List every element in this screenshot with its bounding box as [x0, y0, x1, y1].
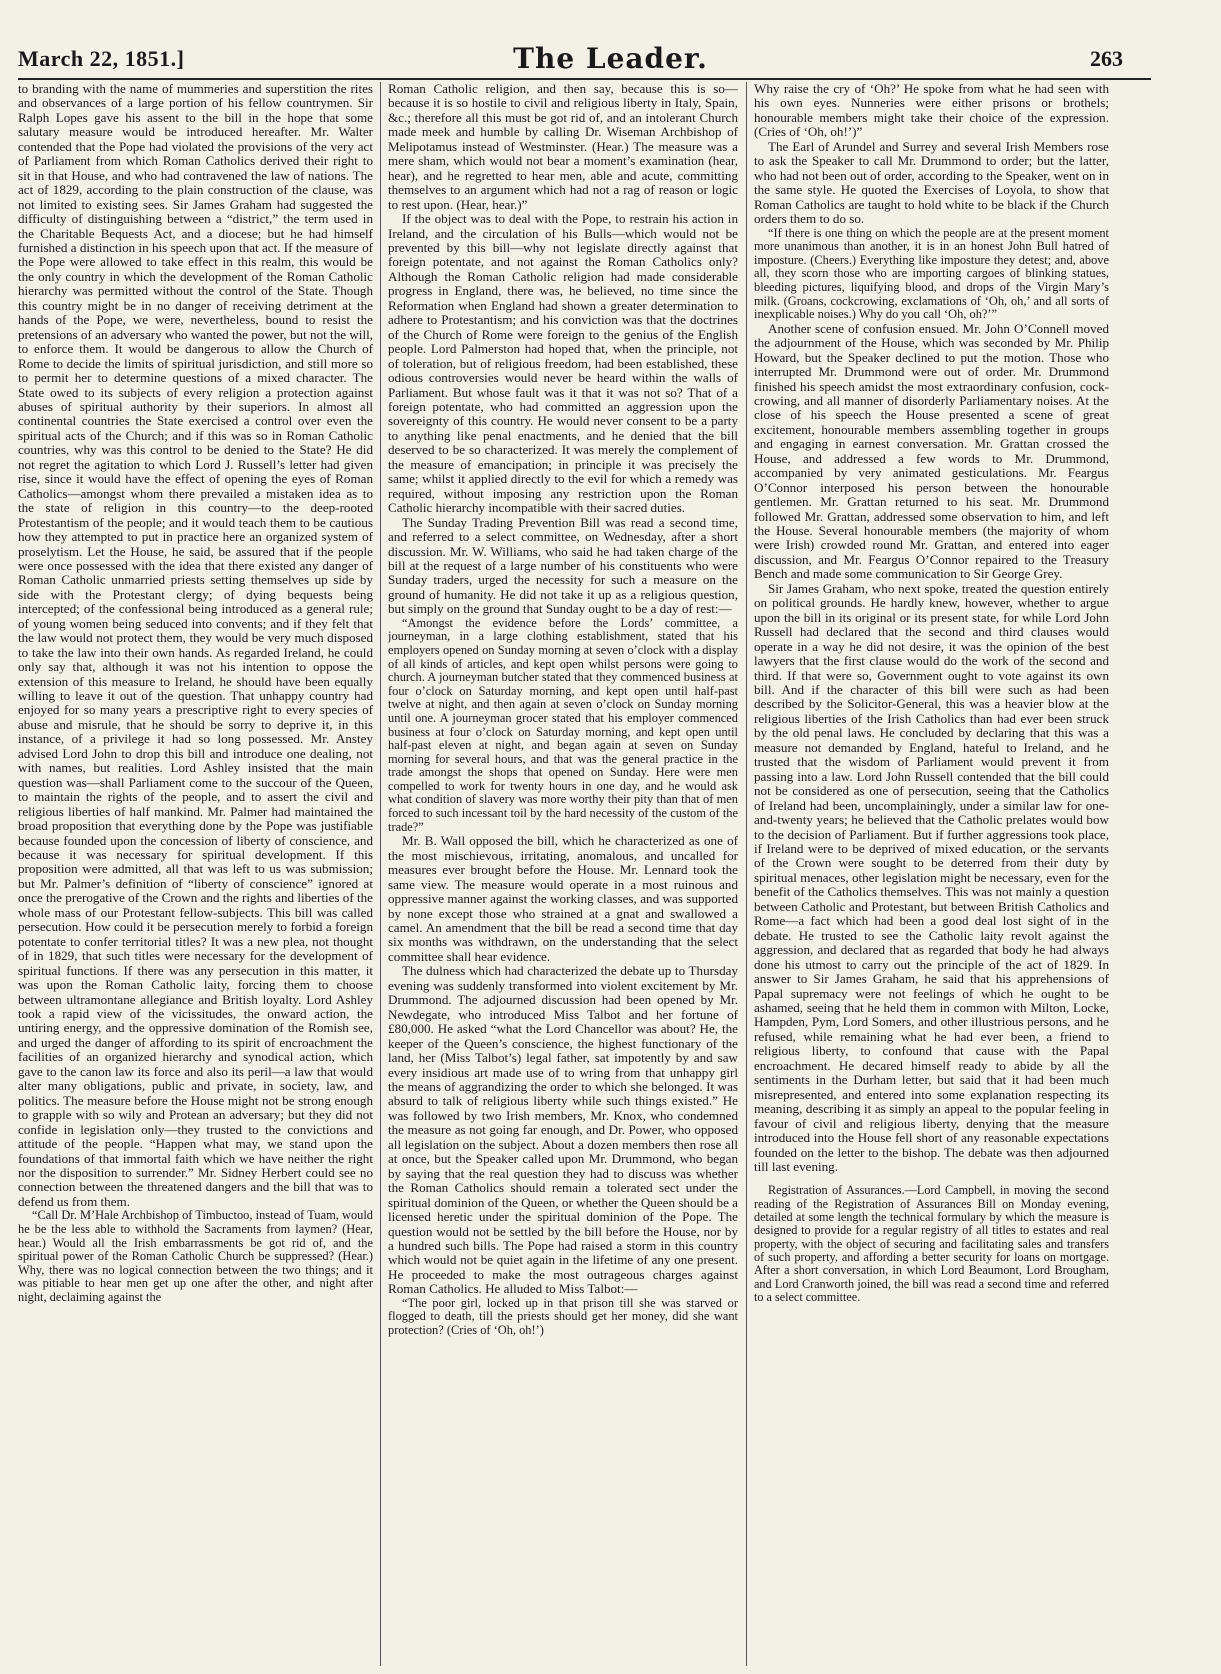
paragraph: Roman Catholic religion, and then say, because this is so—because it is so hostile to civil and religious liberty in Italy, Spain, &c.; therefore all this must be got rid of, and an intolerant Church made meek and humble by calling Dr. Wiseman Archbishop of Melipotamus instead of Westminster. (Hear.) The measure was a mere sham, which would not bear a moment’s examination (hear, hear), and he regretted to hear men, able and acute, committing themselves to an argument which had not a rag of reason or logic to rest upon. (Hear, hear.)” [388, 82, 738, 212]
paragraph: The Earl of Arundel and Surrey and several Irish Members rose to ask the Speaker to call Mr. Drummond to order; but the latter, who had not been out of order, according to the Speaker, went on in the same style. He quoted the Exercises of Loyola, to show that Roman Catholics are taught to hold white to be black if the Church orders them to do so. [754, 138, 1109, 227]
header-rule [18, 78, 1151, 80]
column-1 [18, 82, 373, 1674]
quoted-paragraph: “The poor girl, locked up in that prison till she was starved or flogged to death, till the priests should get her money, did she want protection? (Cries of ‘Oh, oh!’) [388, 1295, 738, 1337]
column-divider [380, 82, 381, 1666]
quoted-paragraph: “If there is one thing on which the people are at the present moment more unanimous than another, it is in an honest John Bull hatred of imposture. (Cheers.) Everything like imposture they detest; and, above all, they scorn those who are importing cargoes of blinking statues, bleeding pictures, liquifying blood, and drops of the Virgin Mary’s milk. (Groans, cockcrowing, exclamations of ‘Oh, oh,’ and all sorts of inexplicable noises.) Why do you call ‘Oh, oh?’” [754, 225, 1109, 322]
paragraph: If the object was to deal with the Pope, to restrain his action in Ireland, and the circulation of his Bulls—which would not be prevented by this bill—why not legislate directly against that foreign potentate, and not against the Roman Catholics only? Although the Roman Catholic religion had made considerable progress in England, there was, he believed, no time since the Reformation when England had shown a greater determination to adhere to Protestantism; and his conviction was that the doctrines of the Church of Rome were foreign to the genius of the English people. Lord Palmerston had hoped that, when the principle, not of toleration, but of religious freedom, had been established, these odious controversies would never be heard within the walls of Parliament. But whose fault was it that it was not so? That of a foreign potentate, who had committed an aggression upon the sovereignty of this country. He would never consent to be a party to anything like penal enactments, and he denied that the bill deserved to be so characterized. It was merely the complement of the measure of emancipation; in principle it was precisely the same; whilst it applied directly to the evil for which a remedy was required, without imposing any restriction upon the Roman Catholic hierarchy incompatible with their sacred duties. [388, 211, 738, 516]
paragraph: Another scene of confusion ensued. Mr. John O’Connell moved the adjournment of the House, which was seconded by Mr. Philip Howard, but the Speaker declined to put the motion. Those who interrupted Mr. Drummond were out of order. Mr. Drummond finished his speech amidst the most extraordinary confusion, cock-crowing, and all manner of disorderly Parliamentary noises. At the close of his speech the House presented a scene of great excitement, honourable members assembling together in groups and engaging in earnest conversation. Mr. Grattan crossed the House, and addressed a few words to Mr. Drummond, accompanied by very animated gesticulations. Mr. Feargus O’Connor interposed his person between the honourable gentlemen. Mr. Grattan returned to his seat. Mr. Drummond followed Mr. Grattan, addressed some observation to him, and left the House. Several honourable members (the majority of whom were Irish) crowded round Mr. Grattan, and entered into eager discussion, and Mr. Feargus O’Connor repaired to the Treasury Bench and made some communication to Sir George Grey. [754, 320, 1109, 582]
column-2 [388, 82, 738, 1674]
news-item-registration: Registration of Assurances.—Lord Campbell, in moving the second reading of the Registration of Assurances Bill on Monday evening, detailed at some length the technical formulary by which the measure is designed to provide for a regular registry of all titles to estates and real property, with the object of securing and facilitating sales and transfers of such property, and affording a better security for loans on mortgage. After a short conversation, in which Lord Beaumont, Lord Brougham, and Lord Cranworth joined, the bill was read a second time and referred to a select committee. [754, 1183, 1109, 1304]
paragraph: Mr. B. Wall opposed the bill, which he characterized as one of the most mischievous, irritating, anomalous, and uncalled for measures ever brought before the House. Mr. Lennard took the same view. The measure would operate in a most ruinous and oppressive manner against the working classes, and was supported by none except those who strained at a gnat and swallowed a camel. An amendment that the bill be read a second time that day six months was withdrawn, on the understanding that the select committee shall hear evidence. [388, 833, 738, 964]
paragraph: to branding with the name of mummeries and superstition the rites and observances of a large portion of his fellow countrymen. Sir Ralph Lopes gave his assent to the bill in the hope that some salutary measure would be introduced hereafter. Mr. Walter contended that the Pope had violated the provisions of the very act of Parliament from which Roman Catholics derived their right to sit in that House, and who had contravened the law of nations. The act of 1829, according to the plain construction of the clause, was not limited to existing sees. Sir James Graham had suggested the difficulty of distinguishing between a “district,” the term used in the Charitable Bequests Act, and a diocese; but he had himself furnished a distinction in his speech upon that act. If the measure of the Pope were allowed to take effect in this realm, this would be the only country in which the development of the Roman Catholic hierarchy was permitted without the control of the State. Though this country might be in no danger of receiving detriment at the hands of the Pope, we were, nevertheless, bound to resist the pretensions of an adversary who wanted the power, but not the will, to enforce them. It would be dangerous to allow the Church of Rome to decide the limits of spiritual jurisdiction, and still more so to permit her to determine questions of a mixed character. The State owed to its subjects of every religion a protection against abuses of spiritual authority by their superiors. In almost all continental countries the State exercised a control over even the spiritual acts of the Church; and if this was so in Roman Catholic countries, why was this control to be denied to the State? He did not regret the agitation to which Lord J. Russell’s letter had given rise, since it would have the effect of opening the eyes of Roman Catholics—amongst whom there prevailed a mistaken idea as to the state of religion in this country—to the deep-rooted Protestantism of the people; and it would teach them to be cautious how they attempted to put in practice here an organized system of proselytism. Let the House, he said, be assured that if the people were once possessed with the idea that there existed any danger of Roman Catholic unmarried priests setting themselves up side by side with the Protestant clergy; of dying bequests being intercepted; of the confessional being introduced as a general rule; of young women being seduced into convents; and if they felt that the law would not protect them, they would be very much disposed to take the law into their own hands. As regarded Ireland, he could only say that, although it was not his intention to oppose the extension of this measure to Ireland, he should have been equally willing to leave it out of the question. That unhappy country had enjoyed for so many years a prescriptive right to every species of abuse and misrule, that he should be sorry to deprive it, in this instance, of a privilege it had so long possessed. Mr. Anstey advised Lord John to drop this bill and introduce one dealing, not with names, but realities. Lord Ashley insisted that the main question was—shall Parliament come to the succour of the Queen, to maintain the rights of the people, and to assert the civil and religious liberties of half mankind. Mr. Palmer had maintained the broad proposition that everything done by the Pope was justifiable because founded upon the concession of liberty of conscience, and because it was necessary for spiritual development. If this proposition were admitted, all that was left to us was submission; but Mr. Palmer’s definition of “liberty of conscience” ignored at once the prerogative of the Crown and the rights and liberties of the whole mass of our Protestant fellow-subjects. This bill was called persecution. How could it be persecution merely to forbid a foreign potentate to confer territorial titles? It was a new plea, not thought of in 1829, that such titles were necessary for the development of spiritual functions. If there was any persecution in this matter, it was upon the Roman Catholic laity, forcing them to choose between ultramontane allegiance and British loyalty. Lord Ashley took a rapid view of the vicissitudes, the onward action, the untiring energy, and the oppressive domination of the Romish see, and urged the danger of affording to its spirit of encroachment the facilities of an organized hierarchy and synodical action, which gave to the canon law its force and also its peril—a law that would alter many obligations, public and private, in society, law, and politics. The measure before the House might not be strong enough to grapple with so wily and Protean an adversary; but they did not confide in legislation only—they trusted to the convictions and attitude of the people. “Happen what may, we stand upon the foundations of that immortal faith which we have neither the right nor the disposition to surrender.” Mr. Sidney Herbert could see no connection between the threatened dangers and the bill that was to defend us from them. [18, 82, 373, 1209]
page-header [18, 42, 1203, 76]
issue-date: March 22, 1851.] [18, 46, 185, 71]
page-number: 263 [1090, 46, 1123, 71]
masthead-title: The Leader. [513, 42, 708, 75]
paragraph: Sir James Graham, who next spoke, treated the question entirely on political grounds. He hardly knew, however, whether to argue upon the bill in its original or its present state, for while Lord John Russell had declared that the second and third clauses would operate in a way he did not desire, it was the opinion of the best lawyers that the first clause would do the work of the second and third. If that were so, Government ought to vote against its own bill. And if the character of this bill were such as had been described by the Solicitor-General, this was a heavier blow at the religious liberties of the Irish Catholics than had ever been struck by the old penal laws. He concluded by declaring that this was a measure not demanded by England, hateful to Ireland, and he trusted that the wisdom of Parliament would prevent it from passing into a law. Lord John Russell contended that the bill could not be considered as one of persecution, seeing that the Catholics of Ireland had been, uncomplainingly, under a similar law for one-and-twenty years; he believed that the Catholic prelates would bow to the decision of Parliament. But if further aggressions took place, if Ireland were to be deprived of mixed education, or the servants of the Crown were sought to be deterred from their duty by spiritual menaces, other legislation might be necessary, even for the benefit of the Catholics themselves. This was not mainly a question between Catholic and Protestant, but between British Catholics and Rome—a fact which had been a good deal lost sight of in the debate. He trusted to see the Catholic laity revolt against the aggression, and declared that as regarded that body he had always done his utmost to carry out the principle of the act of 1829. In answer to Sir James Graham, he said that his apprehensions of Papal supremacy were not feelings of which he ought to be ashamed, seeing that he held them in common with Milton, Locke, Hampden, Pym, Lord Somers, and other illustrious persons, and he refused, while remaining what he had ever been, a friend to religious liberty, to confound that cause with the Papal encroachment. He decared himself ready to abide by all the sentiments in the Durham letter, but said that it had been much misrepresented, and entered into some explanation respecting its meaning, describing it as simply an appeal to the popular feeling in favour of civil and religious liberty, denying that the measure introduced into the House fell short of any reasonable expectations founded on the letter to the bishop. The debate was then adjourned till last evening. [754, 580, 1109, 1174]
paragraph: The dulness which had characterized the debate up to Thursday evening was suddenly transformed into violent excitement by Mr. Drummond. The adjourned discussion had been opened by Mr. Newdegate, who introduced Miss Talbot and her fortune of £80,000. He asked “what the Lord Chancellor was about? He, the keeper of the Queen’s conscience, the highest functionary of the land, her (Miss Talbot’s) legal father, sat impotently by and saw every insidious art made use of to wring from that unhappy girl the means of aggrandizing the order to which she belonged. It was absurd to talk of religious liberty while such things existed.” He was followed by two Irish members, Mr. Knox, who condemned the measure as not going far enough, and Dr. Power, who opposed all legislation on the subject. About a dozen members then rose all at once, but the Speaker called upon Mr. Drummond, who began by saying that the real question they had to discuss was whether the Roman Catholics should remain a tolerated sect under the spiritual dominion of the Queen, or whether the Queen should be a licensed heretic under the spiritual dominion of the Pope. The question would not be settled by the bill before the House, nor by a hundred such bills. The Pope had raised a storm in this country which would not be quiet again in the lifetime of any one present. He proceeded to make the most outrageous charges against Roman Catholics. He alluded to Miss Talbot:— [388, 963, 738, 1297]
paragraph: Why raise the cry of ‘Oh?’ He spoke from what he had seen with his own eyes. Nunneries were either prisons or brothels; honourable members might take their choice of the expression. (Cries of ‘Oh, oh!’)” [754, 82, 1109, 140]
quoted-paragraph: “Call Dr. M’Hale Archbishop of Timbuctoo, instead of Tuam, would he be the less able to withhold the Sacraments from laymen? (Hear, hear.) Would all the Irish embarrassments be got rid of, and the spiritual power of the Roman Catholic Church be suppressed? (Hear.) Why, there was no logical connection between the two things; and it was pitiable to hear men get up one after the other, and night after night, declaiming against the [18, 1208, 373, 1304]
paragraph: The Sunday Trading Prevention Bill was read a second time, and referred to a select committee, on Wednesday, after a short discussion. Mr. W. Williams, who said he had taken charge of the bill at the request of a large number of his constituents who were Sunday traders, urged the necessity for such a measure on the ground of humanity. He did not take it up as a religious question, but simply on the ground that Sunday ought to be a day of rest:— [388, 514, 738, 617]
quoted-paragraph: “Amongst the evidence before the Lords’ committee, a journeyman, in a large clothing establishment, stated that his employers opened on Sunday morning at seven o’clock with a display of all kinds of articles, and kept open whilst persons were going to church. A journeyman butcher stated that they commenced business at four o’clock on Saturday morning, and kept open until half-past twelve at night, and then again at seven o’clock on Sunday morning until one. A journeyman grocer stated that his employer commenced business at four o’clock on Saturday morning, and kept open until half-past eleven at night, and began again at seven on Sunday morning for several hours, and that was the general practice in the trade amongst the shops that opened on Sunday. Here were men compelled to work for twenty hours in one day, and he would ask what condition of slavery was more worthy their pity than that of men forced to such incessant toil by the hard necessity of the custom of the trade?” [388, 615, 738, 834]
column-3 [754, 82, 1109, 1674]
column-divider [746, 82, 747, 1666]
